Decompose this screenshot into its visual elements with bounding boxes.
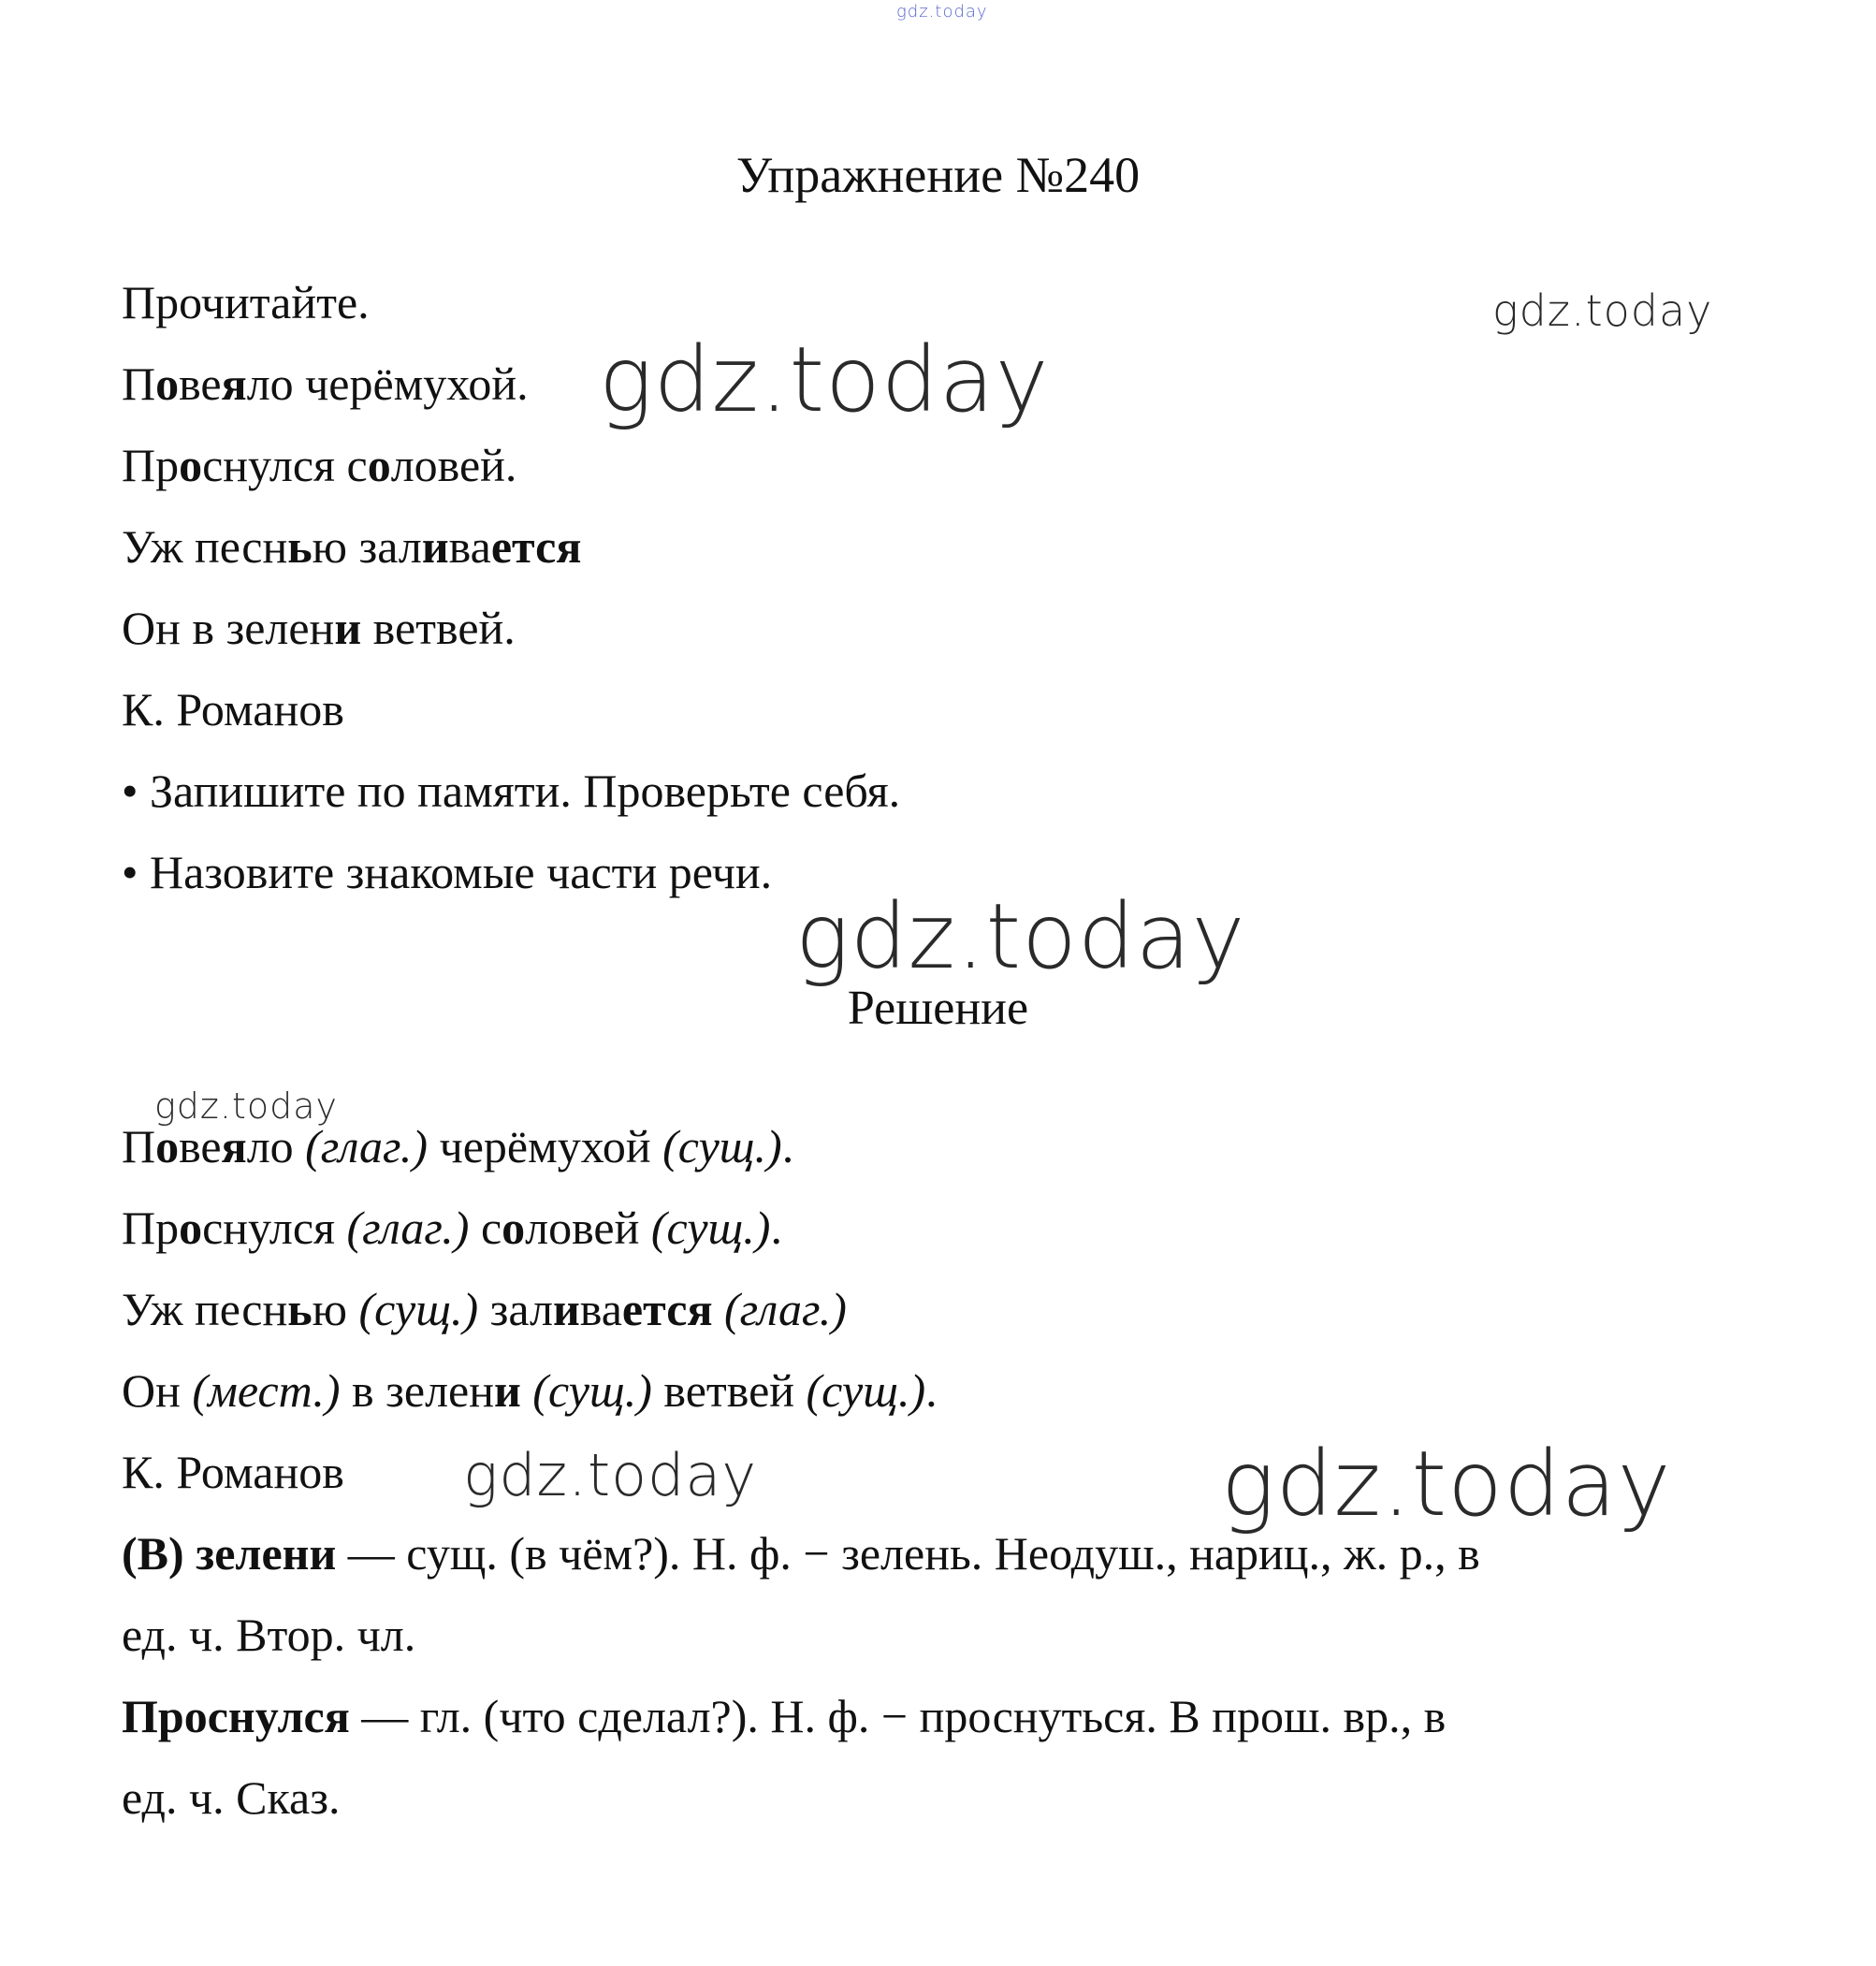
- watermark-4: gdz.today: [154, 1085, 338, 1127]
- poem-line-1: Повеяло черёмухой.: [122, 357, 529, 410]
- task-instruction: Прочитайте.: [122, 276, 370, 328]
- poem-line-4: Он в зелени ветвей.: [122, 602, 516, 654]
- watermark-1: gdz.today: [1492, 285, 1713, 336]
- solution-author: К. Романов: [122, 1446, 344, 1498]
- poem-line-3: Уж песнью заливается: [122, 520, 582, 573]
- task-bullet-2: • Назовите знакомые части речи.: [122, 846, 773, 898]
- solution-line-2: Проснулся (глаг.) соловей (сущ.).: [122, 1201, 782, 1254]
- watermark-3: gdz.today: [795, 884, 1246, 989]
- solution-heading: Решение: [847, 982, 1029, 1035]
- solution-line-3: Уж песнью (сущ.) заливается (глаг.): [122, 1283, 847, 1335]
- task-bullet-1: • Запишите по памяти. Проверьте себя.: [122, 765, 901, 817]
- poem-author: К. Романов: [122, 683, 344, 735]
- watermark-5: gdz.today: [463, 1441, 758, 1509]
- solution-line-4: Он (мест.) в зелени (сущ.) ветвей (сущ.).: [122, 1364, 938, 1417]
- solution-line-1: Повеяло (глаг.) черёмухой (сущ.).: [122, 1120, 794, 1172]
- page-title: Упражнение №240: [735, 147, 1141, 203]
- poem-line-2: Проснулся соловей.: [122, 439, 517, 491]
- watermark-6: gdz.today: [1221, 1432, 1672, 1536]
- watermark-2: gdz.today: [599, 328, 1050, 432]
- analysis-2-line-a: Проснулся — гл. (что сделал?). Н. ф. − проснуться. В прош. вр., в: [122, 1690, 1447, 1742]
- analysis-1-line-a: (В) зелени — сущ. (в чём?). Н. ф. − зелень. Неодуш., нариц., ж. р., в: [122, 1527, 1480, 1580]
- watermark-top: gdz.today: [896, 2, 988, 22]
- analysis-1-line-b: ед. ч. Втор. чл.: [122, 1609, 416, 1661]
- analysis-2-line-b: ед. ч. Сказ.: [122, 1771, 341, 1824]
